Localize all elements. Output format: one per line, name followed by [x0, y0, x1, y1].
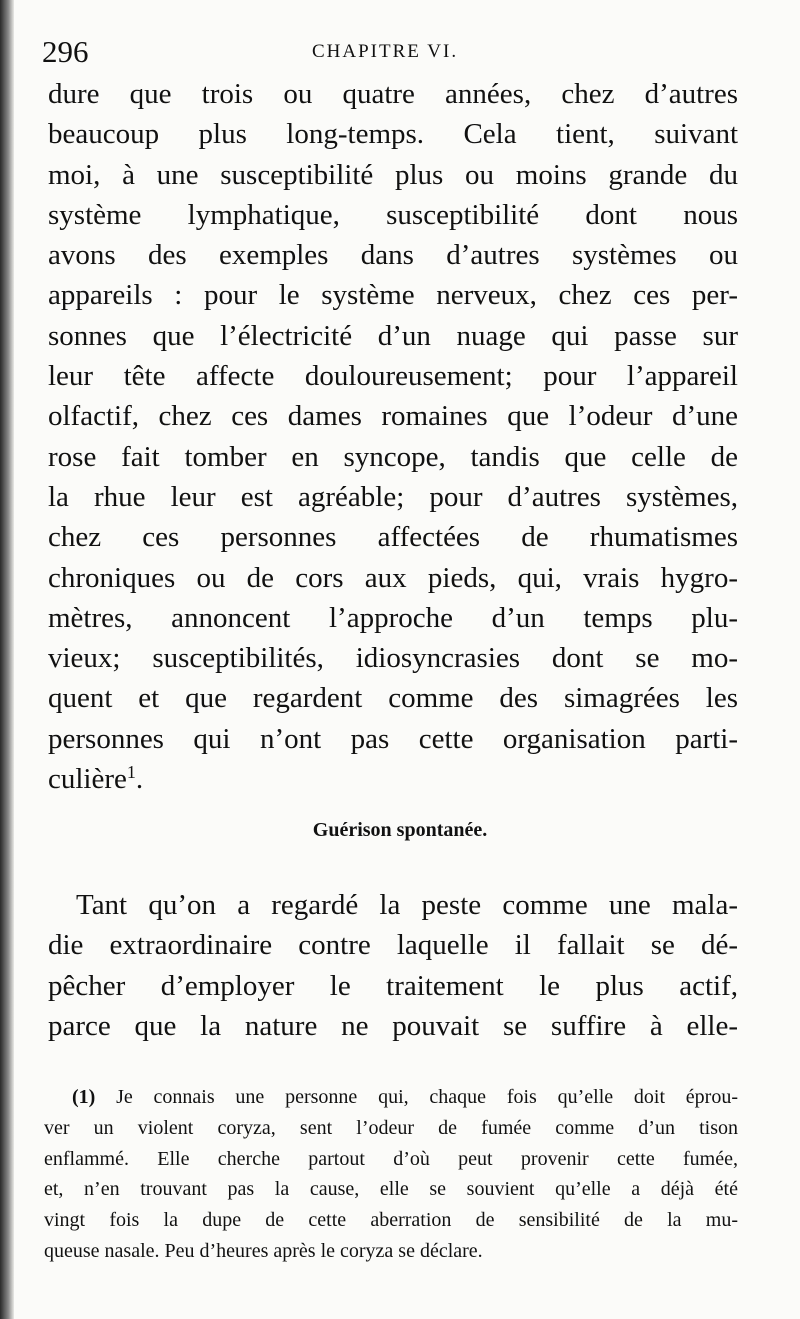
- text-line: die extraordinaire contre laquelle il fallait se dé-: [48, 929, 738, 962]
- footnote-line: ver un violent coryza, sent l’odeur de fumée comme d’un tison: [44, 1116, 738, 1139]
- footnote-first-text: Je connais une personne qui, chaque fois qu’elle doit éprou-: [116, 1086, 738, 1108]
- text-line: système lymphatique, susceptibilité dont nous: [48, 198, 738, 231]
- text-line: olfactif, chez ces dames romaines que l’odeur d’une: [48, 400, 738, 433]
- last-line-punctuation: .: [135, 763, 144, 796]
- footnote-reference[interactable]: 1: [126, 762, 136, 783]
- last-line-text: culière: [48, 763, 127, 796]
- text-line: personnes qui n’ont pas cette organisation parti-: [48, 722, 738, 755]
- footnote-line-first: [44, 1082, 738, 1113]
- footnote-line: vingt fois la dupe de cette aberration de sensibilité de la mu-: [44, 1209, 738, 1232]
- text-line-last: [48, 759, 738, 799]
- footnote-marker: (1): [72, 1086, 96, 1108]
- page-gutter-shadow: [0, 0, 14, 1319]
- section-heading: Guérison spontanée.: [312, 819, 488, 841]
- text-line: mètres, annoncent l’approche d’un temps plu-: [48, 601, 738, 634]
- text-line: quent et que regardent comme des simagrées les: [48, 682, 738, 715]
- text-line: appareils : pour le système nerveux, chez ces per-: [48, 279, 738, 312]
- text-line: avons des exemples dans d’autres systèmes ou: [48, 239, 738, 272]
- text-line: sonnes que l’électricité d’un nuage qui passe sur: [48, 319, 738, 352]
- section-text: [48, 885, 738, 1046]
- text-line: pêcher d’employer le traitement le plus actif,: [48, 969, 738, 1002]
- footnote-line: et, n’en trouvant pas la cause, elle se souvient qu’elle a déjà été: [44, 1178, 738, 1201]
- text-line: rose fait tomber en syncope, tandis que celle de: [48, 440, 738, 473]
- text-line: beaucoup plus long-temps. Cela tient, suivant: [48, 118, 738, 151]
- footnote: [44, 1082, 738, 1267]
- text-line: parce que la nature ne pouvait se suffire à elle-: [48, 1009, 738, 1042]
- text-line: chroniques ou de cors aux pieds, qui, vrais hygro-: [48, 561, 738, 594]
- text-line: chez ces personnes affectées de rhumatismes: [48, 521, 738, 554]
- text-line: vieux; susceptibilités, idiosyncrasies dont se mo-: [48, 642, 738, 675]
- main-text: [48, 74, 738, 799]
- text-line: moi, à une susceptibilité plus ou moins grande du: [48, 158, 738, 191]
- running-head: CHAPITRE VI.: [312, 41, 459, 62]
- text-line: dure que trois ou quatre années, chez d’autres: [48, 78, 738, 110]
- footnote-line: enflammé. Elle cherche partout d’où peut provenir cette fumée,: [44, 1147, 738, 1170]
- text-line: la rhue leur est agréable; pour d’autres systèmes,: [48, 480, 738, 513]
- page-header: [42, 32, 742, 72]
- footnote-line-last: queuse nasale. Peu d’heures après le coryza se déclare.: [44, 1239, 483, 1262]
- page-number: 296: [42, 34, 89, 69]
- text-line: leur tête affecte douloureusement; pour l’appareil: [48, 360, 738, 393]
- text-line: Tant qu’on a regardé la peste comme une mala-: [76, 889, 738, 921]
